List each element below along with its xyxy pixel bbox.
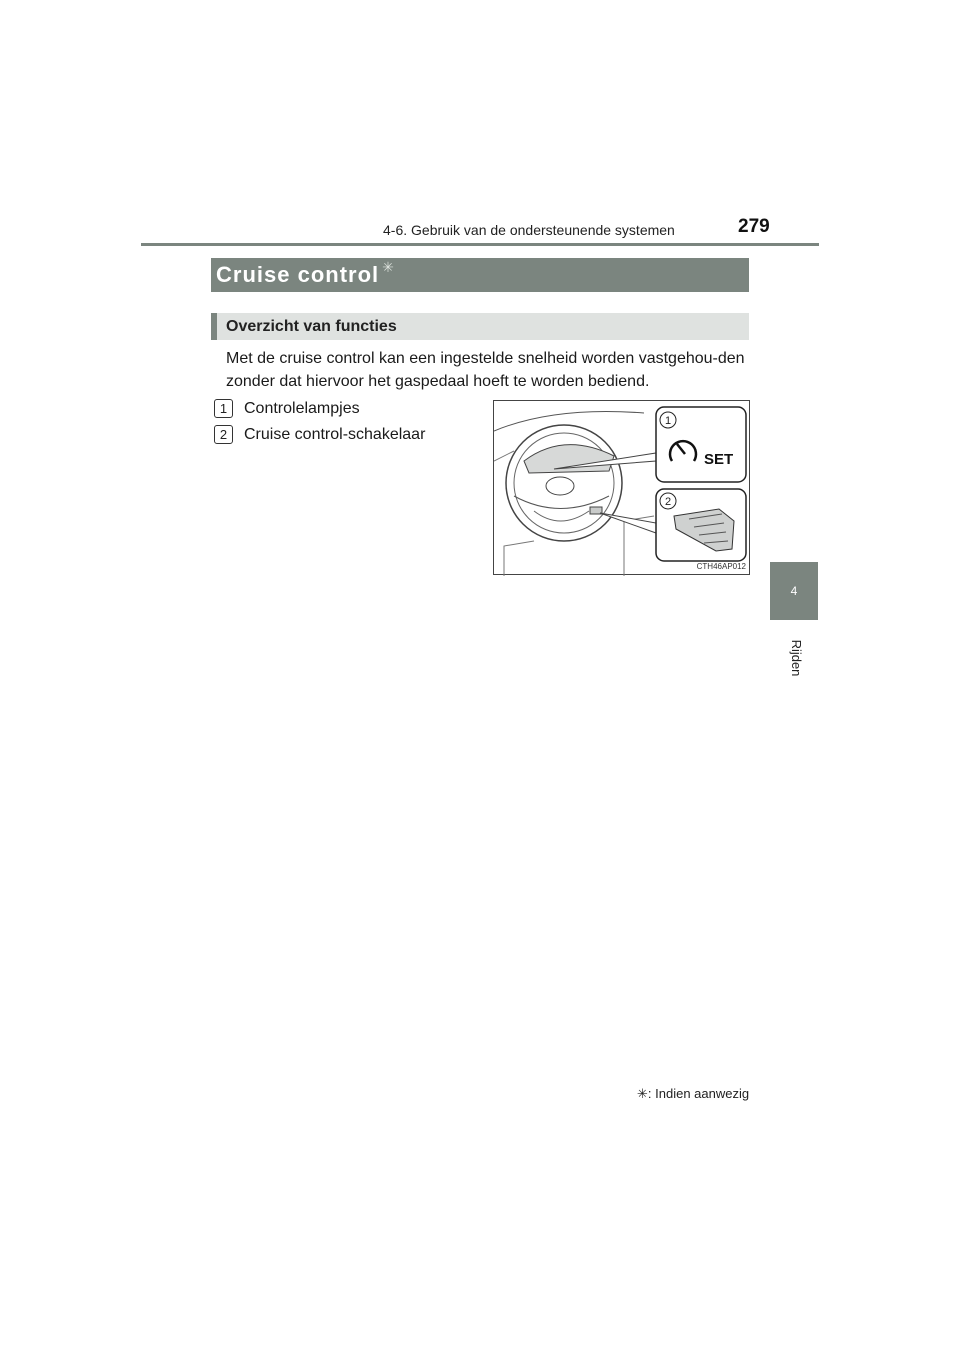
- body-paragraph: Met de cruise control kan een ingestelde snelheid worden vastgehou-den zonder dat hiervoor het gaspedaal hoeft te worden bediend.: [226, 350, 745, 390]
- steering-wheel-drawing: [494, 401, 751, 576]
- footnote-text: : Indien aanwezig: [647, 1086, 750, 1101]
- illustration-callout-2: 2: [664, 496, 672, 508]
- illustration-code: CTH46AP012: [696, 562, 746, 571]
- callout-number: 1: [214, 399, 233, 418]
- callout-item: [214, 425, 425, 444]
- page-number: 279: [738, 216, 770, 237]
- callout-number: 2: [214, 425, 233, 444]
- set-indicator-text: SET: [704, 451, 734, 468]
- section-title-bar: [211, 258, 749, 292]
- optional-marker-icon: ✳: [382, 258, 394, 275]
- callout-label: Cruise control-schakelaar: [244, 425, 426, 443]
- chapter-label: Rijden: [789, 639, 804, 677]
- subsection-title: Overzicht van functies: [226, 317, 397, 335]
- illustration-callout-1: 1: [664, 415, 672, 427]
- callout-label: Controlelampjes: [244, 399, 360, 417]
- cockpit-illustration: [493, 400, 750, 575]
- section-title: Cruise control: [216, 262, 380, 287]
- chapter-tab: [770, 562, 818, 620]
- footnote-marker-icon: ✳: [637, 1086, 648, 1101]
- subsection-title-bar: [211, 313, 749, 340]
- footnote: [637, 1086, 749, 1102]
- header-divider: [141, 243, 819, 246]
- running-header-section: 4-6. Gebruik van de ondersteunende systemen: [383, 222, 675, 238]
- callout-item: [214, 399, 360, 418]
- chapter-number: 4: [790, 584, 798, 598]
